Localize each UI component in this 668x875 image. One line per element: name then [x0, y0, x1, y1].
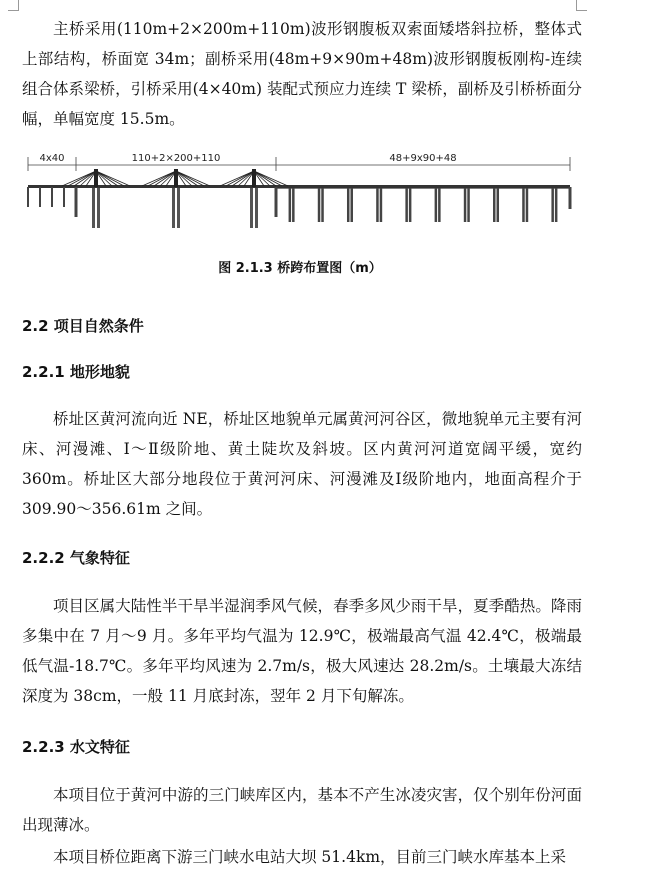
stay-cable	[74, 171, 96, 186]
dimension-lines	[28, 157, 570, 171]
bridge-deck	[28, 185, 570, 188]
tower-pier	[177, 188, 180, 228]
secondary-pier	[438, 188, 441, 222]
transition-pier	[275, 187, 278, 217]
secondary-pier	[380, 188, 383, 222]
secondary-pier	[493, 188, 496, 222]
approach-pier	[51, 187, 53, 207]
paragraph-climate: 项目区属大陆性半干旱半湿润季风气候，春季多风少雨干旱，夏季酷热。降雨多集中在 7 月～9 月。多年平均气温为 12.9℃，极端最高气温 42.4℃，极端最低气温-18.7℃。多年平均风速为 2.7m/s，极大风速达 28.2m/s。土壤最大冻结深度为 38cm，一般 11 月底封冻，翌年 2 月下旬解冻。	[22, 597, 582, 705]
stay-cable	[254, 171, 276, 186]
end-pier	[569, 187, 572, 209]
transition-pier	[75, 187, 78, 217]
approach-pier	[63, 187, 65, 207]
bridge-span-diagram	[26, 147, 576, 237]
secondary-pier	[497, 188, 500, 222]
tower-pier	[255, 188, 258, 228]
stay-cable	[232, 171, 254, 186]
tower-pier	[92, 188, 95, 228]
section-heading-2-2-1: 2.2.1 地形地貌	[22, 363, 130, 381]
tower-pier	[97, 188, 100, 228]
span-label-secondary: 48+9x90+48	[389, 153, 457, 164]
secondary-pier	[347, 188, 350, 222]
secondary-pier	[467, 188, 470, 222]
stay-cable	[154, 171, 176, 186]
paragraph-intro: 主桥采用(110m+2×200m+110m)波形钢腹板双索面矮塔斜拉桥，整体式上部结构，桥面宽 34m；副桥采用(48m+9×90m+48m)波形钢腹板刚构-连续组合体系梁桥，引桥采用(4×40m) 装配式预应力连续 T 梁桥，副桥及引桥桥面分幅，单幅宽度 15.5m。	[22, 20, 582, 128]
secondary-pier	[522, 188, 525, 222]
stay-cable	[176, 171, 198, 186]
secondary-pier	[292, 188, 295, 222]
paragraph-hydrology-1: 本项目位于黄河中游的三门峡库区内，基本不产生冰凌灾害，仅个别年份河面出现薄冰。	[22, 786, 582, 834]
secondary-pier	[551, 188, 554, 222]
tower-pier	[250, 188, 253, 228]
approach-pier	[39, 187, 41, 207]
secondary-pier	[526, 188, 529, 222]
approach-pier	[27, 187, 29, 207]
secondary-pier	[555, 188, 558, 222]
secondary-pier	[435, 188, 438, 222]
section-heading-2-2-2: 2.2.2 气象特征	[22, 549, 130, 567]
section-heading-2-2-3: 2.2.3 水文特征	[22, 738, 130, 756]
paragraph-hydrology-2: 本项目桥位距离下游三门峡水电站大坝 51.4km，目前三门峡水库基本上采	[53, 848, 567, 866]
secondary-pier	[289, 188, 292, 222]
secondary-pier	[409, 188, 412, 222]
secondary-pier	[350, 188, 353, 222]
secondary-pier	[464, 188, 467, 222]
paragraph-terrain: 桥址区黄河流向近 NE，桥址区地貌单元属黄河河谷区，微地貌单元主要有河床、河漫滩、Ⅰ～Ⅱ级阶地、黄土陡坎及斜坡。区内黄河河道宽阔平缓，宽约 360m。桥址区大部分地段位于黄河河床、河漫滩及Ⅰ级阶地内，地面高程介于 309.90～356.61m 之间。	[22, 410, 582, 518]
span-label-main: 110+2×200+110	[131, 153, 221, 164]
secondary-pier	[376, 188, 379, 222]
secondary-pier	[321, 188, 324, 222]
bridge-towers	[62, 169, 288, 187]
stay-cable	[96, 171, 118, 186]
page-corner-mark	[8, 0, 19, 11]
secondary-pier	[405, 188, 408, 222]
figure-caption: 图 2.1.3 桥跨布置图（m）	[218, 261, 382, 276]
page-corner-mark	[576, 0, 587, 11]
secondary-pier	[318, 188, 321, 222]
span-label-approach: 4x40	[39, 153, 65, 164]
tower-pier	[172, 188, 175, 228]
section-heading-2-2: 2.2 项目自然条件	[22, 317, 144, 335]
bridge-piers	[27, 187, 572, 228]
